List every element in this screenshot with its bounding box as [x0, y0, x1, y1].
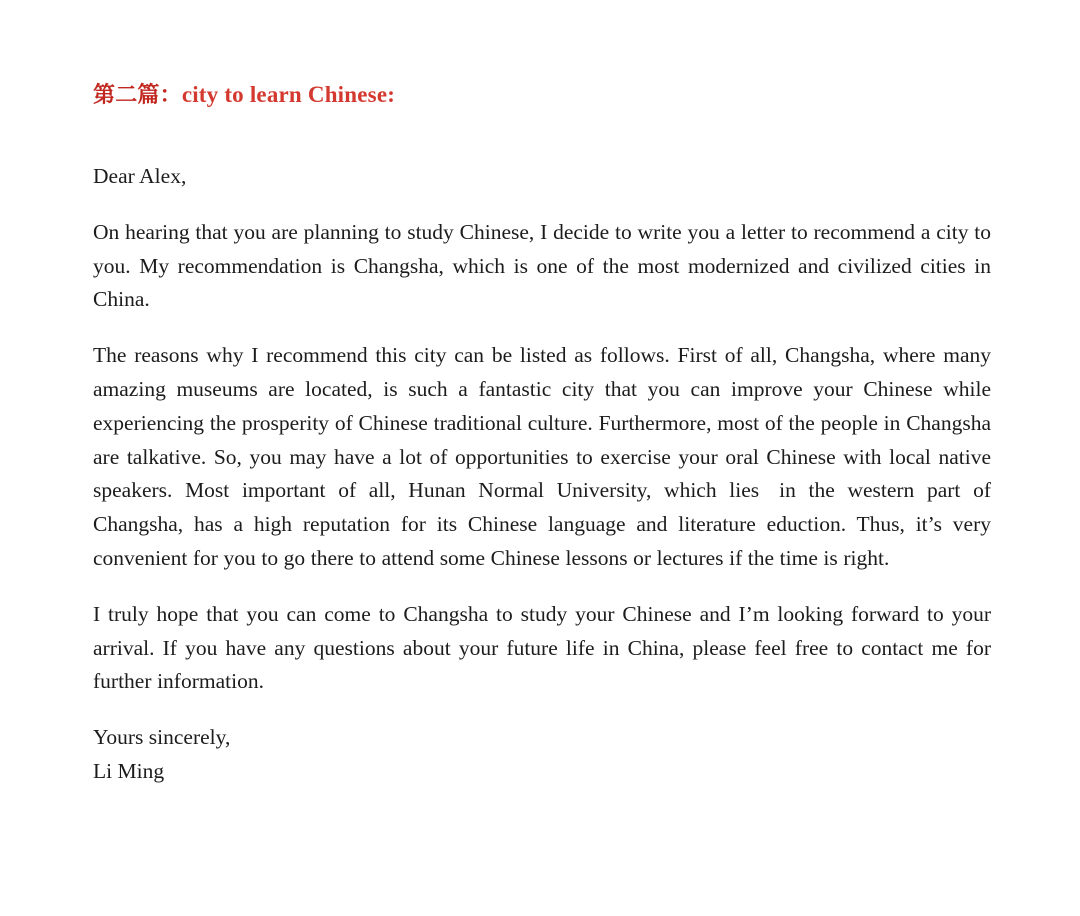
paragraph-2-part-a: The reasons why I recommend this city can be listed as follows. First of all, Changsha, where many amazing museums are located, is such a fantastic city that you can improve your Chinese while experiencing the prosperity of Chinese traditional culture. Furthermore, most of the people in Changsha are talkative. So, you may have a lot of opportunities to exercise your oral Chinese with local native speakers. Most important of all, Hunan Normal University, which lies	[93, 343, 991, 503]
title-english-label: city to learn Chinese:	[181, 82, 396, 107]
signature-name: Li Ming	[93, 758, 165, 783]
letter-body	[93, 160, 991, 789]
paragraph-1: On hearing that you are planning to study Chinese, I decide to write you a letter to recommend a city to you. My recommendation is Changsha, which is one of the most modernized and civilized cities in China.	[93, 219, 991, 312]
page-title	[93, 78, 395, 109]
paragraph-2	[93, 339, 991, 576]
salutation-line: Dear Alex,	[93, 164, 187, 188]
signature-block	[93, 721, 991, 789]
closing-line: Yours sincerely,	[93, 725, 231, 750]
paragraph-2-part-b: in the western part of Changsha, has a high reputation for its Chinese language and literature eduction. Thus, it’s very convenient for you to go there to attend some Chinese lessons or lectures if the time is right.	[93, 478, 991, 570]
paragraph-3: I truly hope that you can come to Changsha to study your Chinese and I’m looking forward to your arrival. If you have any questions about your future life in China, please feel free to contact me for further information.	[93, 601, 991, 694]
title-chinese-label: 第二篇：	[93, 83, 182, 108]
